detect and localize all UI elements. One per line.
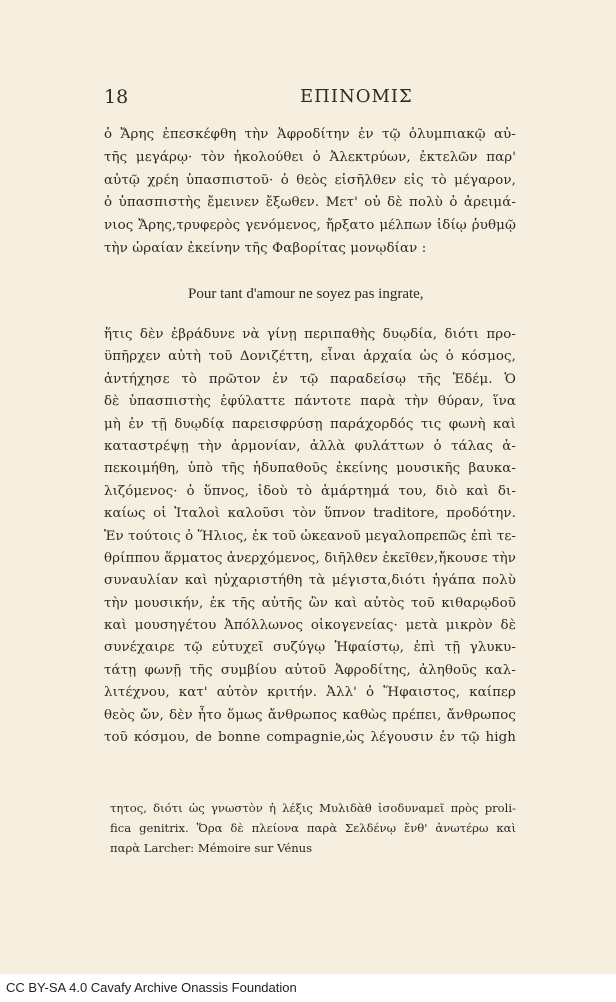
text-line: λιζόμενος· ὁ ὕπνος, ἰδοὺ τὸ ἁμάρτημά του, διὸ καὶ δι- [104,483,516,499]
text-line: καταστρέψῃ τὴν ἁρμονίαν, ἀλλὰ φυλάττων ὁ τάλας ἀ- [104,438,516,454]
footnote-line: τητος, διότι ὡς γνωστὸν ἡ λέξις Μυλιδὰθ ἰσοδυναμεῖ πρὸς proli- [110,801,516,815]
text-line: αὐτῷ χρέη ὑπασπιστοῦ· ὁ θεὸς εἰσῆλθεν εἰς τὸ μέγαρον, [104,172,516,188]
text-line: τάτῃ φωνῇ τῆς συμβίου αὐτοῦ Ἀφροδίτης, ἀληθοῦς καλ- [104,662,516,678]
text-line: καίως οἱ Ἰταλοὶ καλοῦσι τὸν ὕπνον traditore, προδότην. [104,506,516,522]
footnote-line: fica genitrix. Ὅρα δὲ πλείονα παρὰ Σελδένῳ ἔνθ' ἀνωτέρω καὶ [110,821,516,835]
license-credit: CC BY-SA 4.0 Cavafy Archive Onassis Foundation [6,980,297,995]
text-line: πεκοιμήθη, ὑπὸ τῆς ἡδυπαθοῦς ἐκείνης μουσικῆς βαυκα- [104,461,516,477]
text-line: συνέχαιρε τῷ εὐτυχεῖ συζύγῳ Ἡφαίστῳ, ἐπὶ τῇ γλυκυ- [104,640,516,656]
text-line: συναυλίαν καὶ ηὐχαριστήθη τὰ μέγιστα,διότι ἠγάπα πολὺ [104,573,516,589]
text-line: ϋπῆρχεν αὐτὴ τοῦ Δονιζέττη, εἶναι ἀρχαία ὡς ὁ κόσμος, [104,349,516,365]
paragraph-2 [104,324,516,749]
footnote [110,798,516,858]
text-line: μὴ ἐν τῇ δυῳδίᾳ παρεισφρύσῃ παράχορδός τις φωνὴ καὶ [104,416,516,432]
page-number: 18 [104,86,129,108]
license-credit-bar [0,974,616,1002]
page-header [104,86,514,110]
footnote-line: παρὰ Larcher: Mémoire sur Vénus [110,841,313,855]
running-title: ΕΠΙΝΟΜΙΣ [300,86,413,107]
text-line: δὲ ὑπασπιστὴς ἐφύλαττε πάντοτε παρὰ τὴν θύραν, ἵνα [104,394,516,410]
text-line: ὁ ὑπασπιστὴς ἔμεινεν ἔξωθεν. Μετ' οὐ δὲ πολὺ ὁ ἀρειμά- [104,195,516,211]
text-line: ἥτις δὲν ἐβράδυνε νὰ γίνῃ περιπαθὴς δυῳδία, διότι προ- [104,327,516,342]
text-line: θεὸς ὤν, δὲν ἦτο ὅμως ἄνθρωπος καθὼς πρέπει, ἄνθρωπος [104,707,516,723]
paragraph-1 [104,124,516,261]
text-line: τῆς μεγάρῳ· τὸν ἠκολούθει ὁ Ἀλεκτρύων, ἐκτελῶν παρ' [104,149,516,165]
text-line: λιτέχνου, κατ' αὐτὸν κριτήν. Ἀλλ' ὁ Ἥφαιστος, καίπερ [104,685,516,701]
text-line: τὴν ὡραίαν ἐκείνην τῆς Φαβορίτας μονῳδίαν : [104,240,427,256]
text-line: θρίππου ἅρματος ἀνερχόμενος, διῆλθεν ἐκεῖθεν,ἤκουσε τὴν [104,550,516,566]
text-line: ὁ Ἄρης ἐπεσκέφθη τὴν Ἀφροδίτην ἐν τῷ ὀλυμπιακῷ αὐ- [104,127,516,142]
text-line: τοῦ κόσμου, de bonne compagnie,ὡς λέγουσιν ἐν τῷ high [104,730,516,746]
text-line: νιος Ἄρης,τρυφερὸς γενόμενος, ἤρξατο μέλπων ἰδίῳ ῥυθμῷ [104,218,516,234]
text-line: τὴν μουσικήν, ἐκ τῆς αὐτῆς ὢν καὶ αὐτὸς τοῦ κιθαρῳδοῦ [104,595,516,611]
latin-quote: Pour tant d'amour ne soyez pas ingrate, [188,286,424,302]
text-line: Ἐν τούτοις ὁ Ἥλιος, ἐκ τοῦ ὠκεανοῦ μεγαλοπρεπῶς ἐπὶ τε- [104,528,516,544]
text-line: ἀντήχησε τὸ πρῶτον ἐν τῷ παραδείσῳ τῆς Ἐδέμ. Ὁ [104,371,516,387]
text-line: καὶ μουσηγέτου Ἀπόλλωνος οἰκογενείας· μετὰ μικρὸν δὲ [104,618,516,634]
